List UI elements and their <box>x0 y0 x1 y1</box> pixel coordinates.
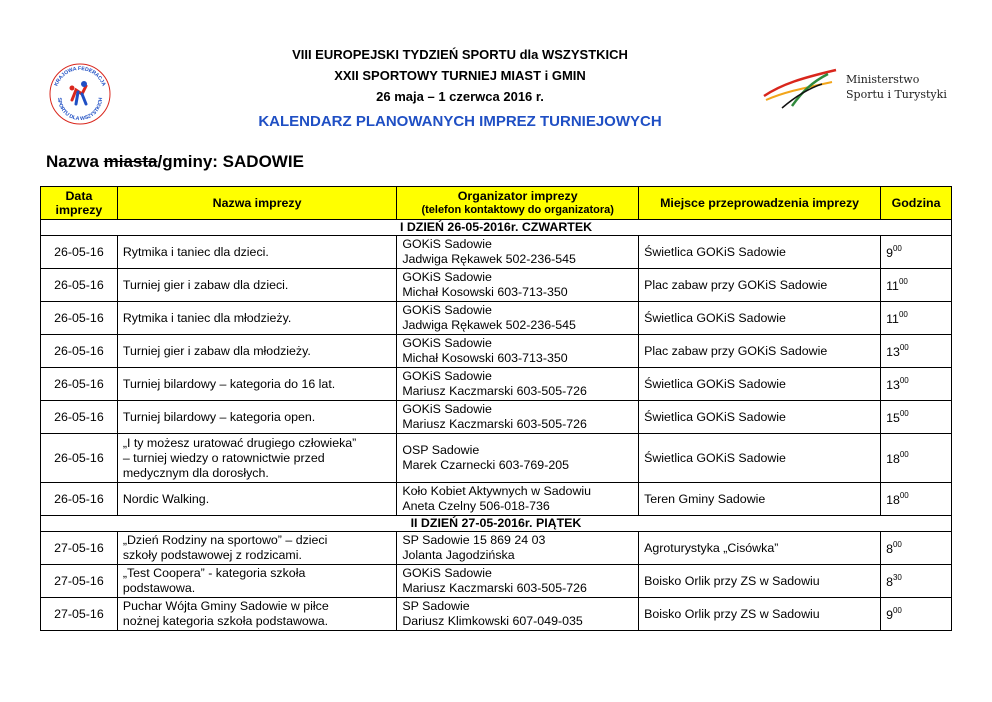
row-organizer <box>397 269 639 302</box>
header-calendar-title: KALENDARZ PLANOWANYCH IMPREZ TURNIEJOWYCH <box>258 113 662 130</box>
row-organizer-name: OSP Sadowie <box>402 443 480 457</box>
row-date: 26-05-16 <box>41 335 118 368</box>
row-organizer <box>397 335 639 368</box>
svg-text:KRAJOWA FEDERACJA <box>53 66 106 87</box>
row-hour-value: 11 <box>886 279 899 293</box>
row-organizer-contact: Mariusz Kaczmarski 603-505-726 <box>402 384 587 398</box>
row-organizer <box>397 598 639 631</box>
header-organizer-title: Organizator imprezy <box>457 189 578 203</box>
table-row <box>41 532 952 565</box>
row-event-name-line-2: podstawowa. <box>122 581 196 595</box>
row-organizer-contact: Aneta Czelny 506-018-736 <box>402 499 550 513</box>
row-event-name <box>117 434 396 483</box>
row-minute-value: 00 <box>899 409 909 418</box>
row-hour <box>881 434 952 483</box>
table-row <box>41 598 952 631</box>
row-organizer-name: Koło Kobiet Aktywnych w Sadowiu <box>402 484 592 498</box>
row-event-name-line-2: – turniej wiedzy o ratownictwie przed <box>122 450 325 465</box>
row-date: 26-05-16 <box>41 302 118 335</box>
day-2-label: II DZIEŃ 27-05-2016r. PIĄTEK <box>41 516 952 532</box>
row-organizer-name: SP Sadowie 15 869 24 03 <box>402 533 546 547</box>
row-minute-value: 30 <box>892 573 902 582</box>
row-hour-value: 13 <box>886 345 900 359</box>
ministry-name <box>846 72 947 102</box>
row-organizer-contact: Jadwiga Rękawek 502-236-545 <box>402 318 576 332</box>
row-hour <box>881 335 952 368</box>
row-organizer-contact: Mariusz Kaczmarski 603-505-726 <box>402 581 587 595</box>
row-event-name <box>117 532 396 565</box>
row-event-name-line-1: „I ty możesz uratować drugiego człowieka” <box>122 435 357 450</box>
row-event-name-line-1: „Test Coopera” - kategoria szkoła <box>122 566 306 580</box>
row-organizer-contact: Marek Czarnecki 603-769-205 <box>402 458 569 472</box>
row-place: Agroturystyka „Cisówka” <box>639 532 881 565</box>
row-minute-value: 00 <box>892 606 902 615</box>
row-date: 26-05-16 <box>41 368 118 401</box>
row-event-name: Nordic Walking. <box>117 483 396 516</box>
row-place: Świetlica GOKiS Sadowie <box>639 401 881 434</box>
row-event-name-line-1: Puchar Wójta Gminy Sadowie w piłce <box>122 599 329 613</box>
city-struck-word: miasta <box>103 152 158 171</box>
header-hour: Godzina <box>881 187 952 220</box>
row-organizer <box>397 401 639 434</box>
row-hour <box>881 236 952 269</box>
row-event-name-line-2: nożnej kategoria szkoła podstawowa. <box>122 614 329 628</box>
header-organizer-subtitle: (telefon kontaktowy do organizatora) <box>421 204 614 216</box>
row-place: Świetlica GOKiS Sadowie <box>639 236 881 269</box>
row-organizer-name: GOKiS Sadowie <box>402 237 492 251</box>
row-hour-value: 18 <box>886 493 900 507</box>
row-event-name: Turniej bilardowy – kategoria do 16 lat. <box>117 368 396 401</box>
row-place: Świetlica GOKiS Sadowie <box>639 302 881 335</box>
city-name-line <box>46 152 304 172</box>
row-event-name-line-2: szkoły podstawowej z rodzicami. <box>122 548 302 562</box>
row-event-name: Turniej gier i zabaw dla dzieci. <box>117 269 396 302</box>
row-place: Plac zabaw przy GOKiS Sadowie <box>639 335 881 368</box>
row-minute-value: 00 <box>899 376 909 385</box>
row-hour <box>881 598 952 631</box>
events-table <box>40 186 952 631</box>
row-event-name <box>117 598 396 631</box>
header-line-3: 26 maja – 1 czerwca 2016 r. <box>376 89 544 104</box>
row-place: Boisko Orlik przy ZS w Sadowiu <box>639 598 881 631</box>
row-hour <box>881 401 952 434</box>
city-prefix: Nazwa <box>46 152 104 171</box>
row-date: 27-05-16 <box>41 565 118 598</box>
row-hour <box>881 368 952 401</box>
row-organizer-contact: Mariusz Kaczmarski 603-505-726 <box>402 417 587 431</box>
header-date: Data imprezy <box>41 187 118 220</box>
row-place: Boisko Orlik przy ZS w Sadowiu <box>639 565 881 598</box>
row-hour-value: 15 <box>886 411 900 425</box>
row-organizer <box>397 236 639 269</box>
row-hour-value: 18 <box>886 452 900 466</box>
city-suffix: /gminy: SADOWIE <box>157 152 304 171</box>
row-organizer-name: SP Sadowie <box>402 599 470 613</box>
row-hour <box>881 483 952 516</box>
row-date: 26-05-16 <box>41 483 118 516</box>
ministry-line-1: Ministerstwo <box>846 73 920 86</box>
header-organizer <box>397 187 639 220</box>
row-organizer <box>397 302 639 335</box>
row-hour <box>881 532 952 565</box>
row-minute-value: 00 <box>899 491 909 500</box>
row-date: 27-05-16 <box>41 598 118 631</box>
row-organizer-contact: Dariusz Klimkowski 607-049-035 <box>402 614 583 628</box>
day-1-row <box>41 220 952 236</box>
table-row <box>41 269 952 302</box>
row-organizer-name: GOKiS Sadowie <box>402 402 492 416</box>
header-name: Nazwa imprezy <box>117 187 396 220</box>
row-organizer-name: GOKiS Sadowie <box>402 303 492 317</box>
table-row <box>41 483 952 516</box>
row-place: Świetlica GOKiS Sadowie <box>639 368 881 401</box>
row-event-name: Turniej gier i zabaw dla młodzieży. <box>117 335 396 368</box>
row-organizer <box>397 532 639 565</box>
table-header-row <box>41 187 952 220</box>
row-event-name-line-3: medycznym dla dorosłych. <box>122 465 269 480</box>
row-place: Teren Gminy Sadowie <box>639 483 881 516</box>
row-place: Świetlica GOKiS Sadowie <box>639 434 881 483</box>
table-row <box>41 565 952 598</box>
federation-logo-icon <box>48 62 112 126</box>
row-event-name-line-1: „Dzień Rodziny na sportowo” – dzieci <box>122 533 328 547</box>
row-minute-value: 00 <box>899 450 909 459</box>
table-row <box>41 368 952 401</box>
row-organizer <box>397 565 639 598</box>
row-hour <box>881 269 952 302</box>
row-organizer <box>397 368 639 401</box>
row-organizer-name: GOKiS Sadowie <box>402 336 492 350</box>
row-organizer-name: GOKiS Sadowie <box>402 270 492 284</box>
day-2-row <box>41 516 952 532</box>
row-date: 26-05-16 <box>41 401 118 434</box>
row-organizer-contact: Jolanta Jagodzińska <box>402 548 515 562</box>
table-row <box>41 335 952 368</box>
row-event-name: Turniej bilardowy – kategoria open. <box>117 401 396 434</box>
row-hour-value: 8 <box>886 575 893 589</box>
table-row <box>41 434 952 483</box>
row-hour-value: 11 <box>886 312 899 326</box>
row-date: 26-05-16 <box>41 236 118 269</box>
row-place: Plac zabaw przy GOKiS Sadowie <box>639 269 881 302</box>
row-minute-value: 00 <box>899 343 909 352</box>
row-event-name <box>117 565 396 598</box>
row-minute-value: 00 <box>898 277 908 286</box>
row-minute-value: 00 <box>892 244 902 253</box>
row-organizer-contact: Michał Kosowski 603-713-350 <box>402 285 568 299</box>
header-place: Miejsce przeprowadzenia imprezy <box>639 187 881 220</box>
day-1-label: I DZIEŃ 26-05-2016r. CZWARTEK <box>41 220 952 236</box>
row-organizer <box>397 483 639 516</box>
row-date: 26-05-16 <box>41 434 118 483</box>
row-minute-value: 00 <box>892 540 902 549</box>
header-line-2: XXII SPORTOWY TURNIEJ MIAST i GMIN <box>334 68 586 83</box>
table-row <box>41 401 952 434</box>
document-header <box>190 44 730 132</box>
row-hour-value: 9 <box>886 246 893 260</box>
row-hour <box>881 302 952 335</box>
row-minute-value: 00 <box>898 310 908 319</box>
row-date: 27-05-16 <box>41 532 118 565</box>
row-hour <box>881 565 952 598</box>
row-organizer-name: GOKiS Sadowie <box>402 369 492 383</box>
row-hour-value: 8 <box>886 542 893 556</box>
ministry-logo-icon <box>762 66 838 110</box>
row-hour-value: 13 <box>886 378 900 392</box>
row-organizer <box>397 434 639 483</box>
row-organizer-contact: Michał Kosowski 603-713-350 <box>402 351 568 365</box>
row-date: 26-05-16 <box>41 269 118 302</box>
ministry-line-2: Sportu i Turystyki <box>846 88 947 101</box>
row-event-name: Rytmika i taniec dla młodzieży. <box>117 302 396 335</box>
row-organizer-contact: Jadwiga Rękawek 502-236-545 <box>402 252 576 266</box>
table-row <box>41 302 952 335</box>
header-line-1: VIII EUROPEJSKI TYDZIEŃ SPORTU dla WSZYSTKICH <box>292 47 628 62</box>
table-row <box>41 236 952 269</box>
row-organizer-name: GOKiS Sadowie <box>402 566 492 580</box>
row-hour-value: 9 <box>886 608 893 622</box>
row-event-name: Rytmika i taniec dla dzieci. <box>117 236 396 269</box>
logo-left-bottom-text: SPORTU DLA WSZYSTKICH <box>55 97 105 123</box>
logo-left-top-text: KRAJOWA FEDERACJA <box>53 65 107 88</box>
